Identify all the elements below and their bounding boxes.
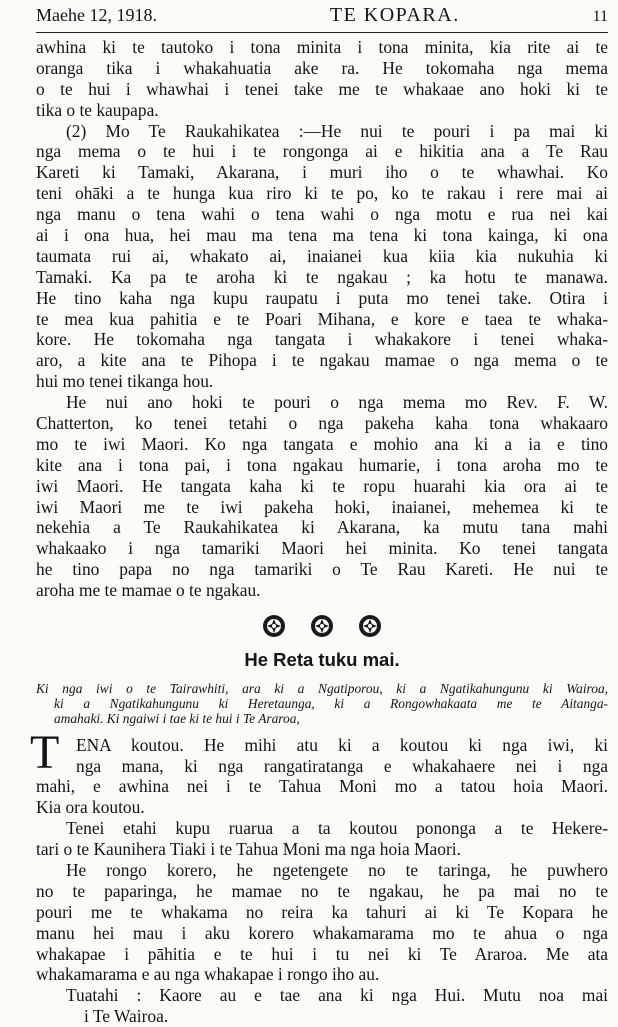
text-line: he tino papa no nga tamariki o Te Rau Kareti. He nui te [36, 559, 608, 580]
drop-cap: T [30, 725, 60, 779]
text-line: iwi Maori me te iwi pakeha hoki, inaianei, mehemea ki te [36, 496, 608, 517]
text-line: aroha me te mamae o te ngakau. [36, 580, 261, 601]
address-line: ki a Ngatikahungunu ki Heretaunga, ki a Rongowhakaata me te Aitanga- [54, 696, 608, 712]
address-line: Ki nga iwi o te Tairawhiti, ara ki a Ngatiporou, ki a Ngatikahungunu ki Wairoa, [36, 681, 608, 697]
letter-paragraph-3 [36, 860, 608, 985]
text-line: nga manu o tena wahi o tena wahi o nga motu e rua nei kai [36, 204, 608, 225]
text-line: mo te iwi Maori. Ko nga tangata e mohio ana ki a ia e tino [36, 433, 608, 454]
page [30, 4, 608, 1027]
running-header [36, 4, 608, 33]
text-line: He tino kaha nga kupu raupatu i puta mo tenei take. Otira i [36, 287, 608, 308]
text-line: awhina ki te tautoko i tona minita i tona minita, kia rite ai te [36, 37, 608, 57]
text-line: hui mo tenei tikanga hou. [36, 371, 214, 392]
letter-paragraph-4 [36, 985, 608, 1027]
address-block [36, 681, 608, 727]
text-line: taumata rui ai, whakato ai, inaianei kua kiia kia nukuhia ki [36, 245, 608, 266]
flower-ornament-icon [261, 613, 287, 639]
text-line: nga mana, ki nga rangatiratanga e whakahaere nei i nga [76, 755, 608, 776]
article-heading: He Reta tuku mai. [244, 649, 400, 671]
text-line: oranga tika i whakahuatia ake ra. He tokomaha nga mema [36, 57, 608, 78]
text-line: whakaako i nga tamariki Maori hei minita. Ko tenei tangata [36, 538, 608, 559]
text-line: kite ana i tona pai, i tona ngakau humarie, i tona aroha mo te [36, 454, 608, 475]
text-line: whakamarama e au nga whakapae i rongo iho au. [36, 964, 380, 985]
text-line: Kareti ki Tamaki, Akarana, i muri iho o te whawhai. Ko [36, 162, 608, 183]
section-2 [36, 121, 608, 393]
text-line: Tamaki. Ka pa te aroha ki te ngakau ; ka hotu te manawa. [36, 266, 608, 287]
text-line: no te paparinga, he mamae no te ngakau, he pa mai no te [36, 880, 608, 901]
text-line: whakapae i pāhitia e te hui i tu nei ki Te Araroa. Me ata [36, 943, 608, 964]
text-line: te mea kua pahitia e te Poari Mihana, e kore e taea te whaka- [36, 308, 608, 329]
letter-opening [30, 725, 608, 819]
text-line: tari o te Kaunihera Tiaki i te Tahua Moni ma nga hoia Maori. [36, 839, 461, 860]
text-line: tika o te kaupapa. [36, 99, 159, 120]
text-line: pouri me te whakama no reira ka tahuri ai ki Te Kopara he [36, 901, 608, 922]
header-title: TE KOPARA. [329, 4, 460, 26]
text-line: ENA koutou. He mihi atu ki a koutou ki nga iwi, ki [76, 734, 608, 755]
text-line: (2) Mo Te Raukahikatea :—He nui te pouri i pa mai ki [66, 120, 608, 141]
text-line: o te hui i whawhai i tenei take me te whakaae ano hoki ki te [36, 78, 608, 99]
text-line: i Te Wairoa. [84, 1006, 169, 1027]
text-line: He rongo korero, he ngetengete no te taringa, he puwhero [66, 859, 608, 880]
ornament-divider [36, 613, 608, 639]
text-line: Tuatahi : Kaore au e tae ana ki nga Hui. Mutu noa mai [66, 985, 608, 1006]
page-number: 11 [592, 8, 608, 25]
section-3 [36, 392, 608, 601]
text-line: iwi Maori. He tangata kaha ki te ropu huarahi kia ora ai te [36, 475, 608, 496]
text-line: kore. He tokomaha nga tangata i whakakore i tenei whaka- [36, 329, 608, 350]
section-1 [36, 37, 608, 121]
text-line: Chatterton, ko tenei tetahi o nga pakeha kaha tona whakaaro [36, 413, 608, 434]
text-line: manu hei mau i aku korero whakamarama mo te ahua o nga [36, 922, 608, 943]
address-line: amahaki. Ki ngaiwi i tae ki te hui i Te Araroa, [54, 711, 300, 727]
header-date: Maehe 12, 1918. [36, 5, 157, 25]
text-line: nga mema o te hui i te rongonga ai e hikitia ana a Te Rau [36, 141, 608, 162]
text-line: Kia ora koutou. [36, 797, 145, 818]
text-line: nekehia a Te Raukahikatea ki Akarana, ka mutu tana mahi [36, 517, 608, 538]
flower-ornament-icon [309, 613, 335, 639]
text-line: mahi, e awhina nei i te Tahua Moni mo a tatou hoia Maori. [36, 776, 608, 797]
letter-paragraph-2 [36, 818, 608, 860]
text-line: teni ohāki a te hunga kua riro ki te po, ko te rakau i rere mai ai [36, 183, 608, 204]
text-line: ai i ona hua, hei mau ma tena ma tena ki tona kainga, ki ona [36, 225, 608, 246]
text-line: aro, a kite ana te Pihopa i te ngakau mamae o nga mema o te [36, 350, 608, 371]
text-line: He nui ano hoki te pouri o nga mema mo Rev. F. W. [66, 392, 608, 413]
flower-ornament-icon [357, 613, 383, 639]
text-line: Tenei etahi kupu ruarua a ta koutou pononga a te Hekere- [66, 818, 608, 839]
